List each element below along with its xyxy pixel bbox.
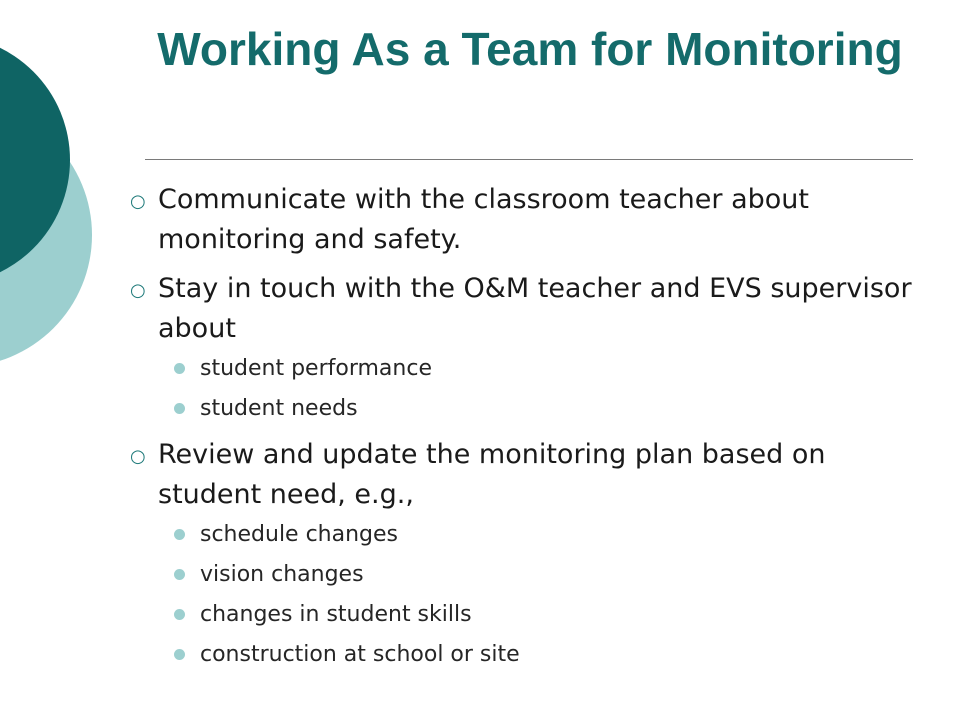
- dot-bullet-icon: [174, 569, 185, 580]
- title-divider: [145, 159, 913, 160]
- bullet-text: Review and update the monitoring plan based on student need, e.g.,: [158, 439, 826, 510]
- dot-bullet-icon: [174, 609, 185, 620]
- sub-bullet-text: student needs: [200, 396, 358, 421]
- sub-bullet-text: changes in student skills: [200, 602, 472, 627]
- bullet-item: [120, 180, 920, 260]
- dot-bullet-icon: [174, 403, 185, 414]
- bullet-text: Communicate with the classroom teacher about monitoring and safety.: [158, 184, 809, 255]
- sub-bullet-text: construction at school or site: [200, 642, 520, 667]
- decorative-circles: [0, 0, 110, 400]
- bullet-item: [120, 435, 920, 515]
- bullet-item: [120, 269, 920, 349]
- sub-bullet-item: [120, 595, 920, 635]
- sub-bullet-item: [120, 555, 920, 595]
- sub-bullet-text: student performance: [200, 356, 432, 381]
- sub-bullet-text: schedule changes: [200, 522, 399, 547]
- ring-bullet-icon: ○: [130, 280, 146, 301]
- ring-bullet-icon: ○: [130, 191, 146, 212]
- sub-bullet-text: vision changes: [200, 562, 364, 587]
- sub-bullet-item: [120, 349, 920, 389]
- dot-bullet-icon: [174, 363, 185, 374]
- slide-title: Working As a Team for Monitoring: [157, 23, 903, 75]
- dot-bullet-icon: [174, 649, 185, 660]
- sub-bullet-item: [120, 515, 920, 555]
- sub-bullet-item: [120, 635, 920, 675]
- bullet-text: Stay in touch with the O&M teacher and EVS supervisor about: [158, 273, 912, 344]
- dot-bullet-icon: [174, 529, 185, 540]
- sub-bullet-item: [120, 389, 920, 429]
- bullet-list: [120, 180, 920, 675]
- ring-bullet-icon: ○: [130, 446, 146, 467]
